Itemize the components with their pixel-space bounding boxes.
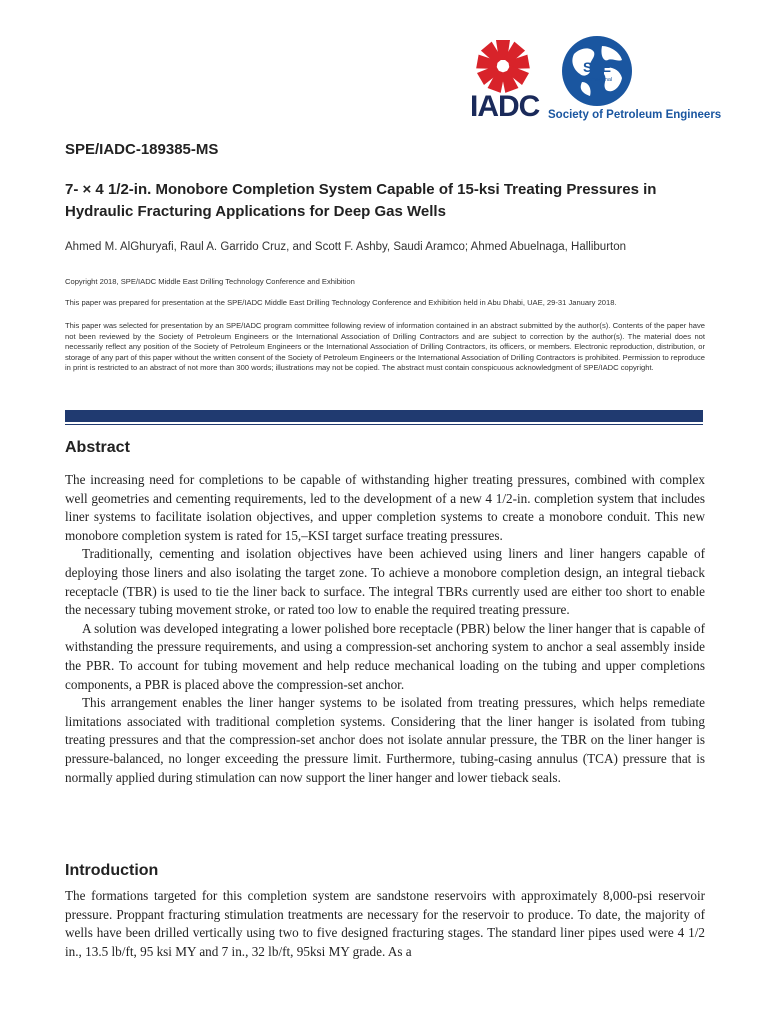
paper-authors: Ahmed M. AlGhuryafi, Raul A. Garrido Cruz, and Scott F. Ashby, Saudi Aramco; Ahmed Abuelnaga, Halliburton [65, 241, 627, 253]
introduction-body [65, 887, 705, 1011]
spe-globe-icon [560, 34, 634, 108]
abstract-paragraph: This arrangement enables the liner hanger systems to be isolated from treating pressures, which helps remediate limitations associated with traditional completion systems. Considering that the liner hanger is isolated from tubing treating pressures and that the compression-set anchor does not isolate annular pressure, the TBR on the liner hanger is pressure-balanced, no longer exceeding the pressure limit. Furthermore, tubing-casing annulus (TCA) pressure that is normally applied during stimulation can now support the liner hanger and lower tieback seals. [65, 695, 705, 785]
presentation-notice: This paper was prepared for presentation at the SPE/IADC Middle East Drilling Technology Conference and Exhibition held in Abu Dhabi, UAE, 29-31 January 2018. [65, 298, 617, 307]
paper-number: SPE/IADC-189385-MS [65, 141, 219, 158]
abstract-paragraph: Traditionally, cementing and isolation objectives have been achieved using liners and liner hangers capable of deploying those liners and also isolating the target zone. To achieve a monobore completion design, an integral tieback receptacle (TBR) is used to tie the liner back to surface. The integral TBRs currently used are either too short to enable the necessary tubing movement stroke, or rated too low to enable the required treating pressure. [65, 546, 705, 618]
iadc-logo-text: IADC [470, 90, 540, 123]
introduction-heading: Introduction [65, 862, 159, 879]
abstract-paragraph: The increasing need for completions to be capable of withstanding higher treating pressures, combined with complex well geometries and cementing requirements, led to the development of a new 4 1/2-in. completion system that includes liner systems to facilitate isolation objectives, and upper completion systems to create a monobore conduit. This new monobore completion system is rated for 15,–KSI target surface treating pressures. [65, 472, 705, 543]
abstract-paragraph: A solution was developed integrating a lower polished bore receptacle (PBR) below the liner hanger that is capable of withstanding the pressure requirements, and using a compression-set anchoring system to anchor a seal assembly inside the PBR. To account for tubing movement and help reduce mechanical loading on the tubing and upper completions components, a PBR is placed above the compression-set anchor. [65, 620, 705, 692]
iadc-logo-icon [472, 38, 534, 94]
section-divider [65, 410, 703, 422]
spe-globe-label: SPE [582, 59, 612, 75]
selection-disclaimer: This paper was selected for presentation by an SPE/IADC program committee following review of information contained in an abstract submitted by the author(s). Contents of the paper have not been reviewed by the Society of Petroleum Engineers or the International Association of Drilling Contractors and are subject to correction by the author(s). The material does not necessarily reflect any position of the Society of Petroleum Engineers or the International Association of Drilling Contractors, its officers, or members. Electronic reproduction, distribution, or storage of any part of this paper without the written consent of the Society of Petroleum Engineers or the International Association of Drilling Contractors is prohibited. Permission to reproduce in print is restricted to an abstract of not more than 300 words; illustrations may not be copied. The abstract must contain conspicuous acknowledgment of SPE/IADC copyright. [65, 321, 705, 373]
abstract-heading: Abstract [65, 439, 130, 456]
abstract-body [65, 471, 705, 787]
header-logos [462, 34, 722, 130]
spe-society-name: Society of Petroleum Engineers [548, 109, 722, 121]
copyright-notice: Copyright 2018, SPE/IADC Middle East Drilling Technology Conference and Exhibition [65, 277, 355, 286]
introduction-paragraph: The formations targeted for this completion system are sandstone reservoirs with approximately 8,000-psi reservoir pressure. Proppant fracturing stimulation treatments are necessary for the reservoir to produce. To date, the majority of wells have been drilled vertically using two to five designed fracturing stages. The standard liner pipes used were 4 1/2 in., 13.5 lb/ft, 95 ksi MY and 7 in., 32 lb/ft, 95ksi MY grade. As a [65, 888, 705, 959]
spe-globe-sub: International [581, 77, 613, 83]
paper-title: 7- × 4 1/2-in. Monobore Completion System Capable of 15-ksi Treating Pressures in Hydraulic Fracturing Applications for Deep Gas Wells [65, 181, 657, 220]
